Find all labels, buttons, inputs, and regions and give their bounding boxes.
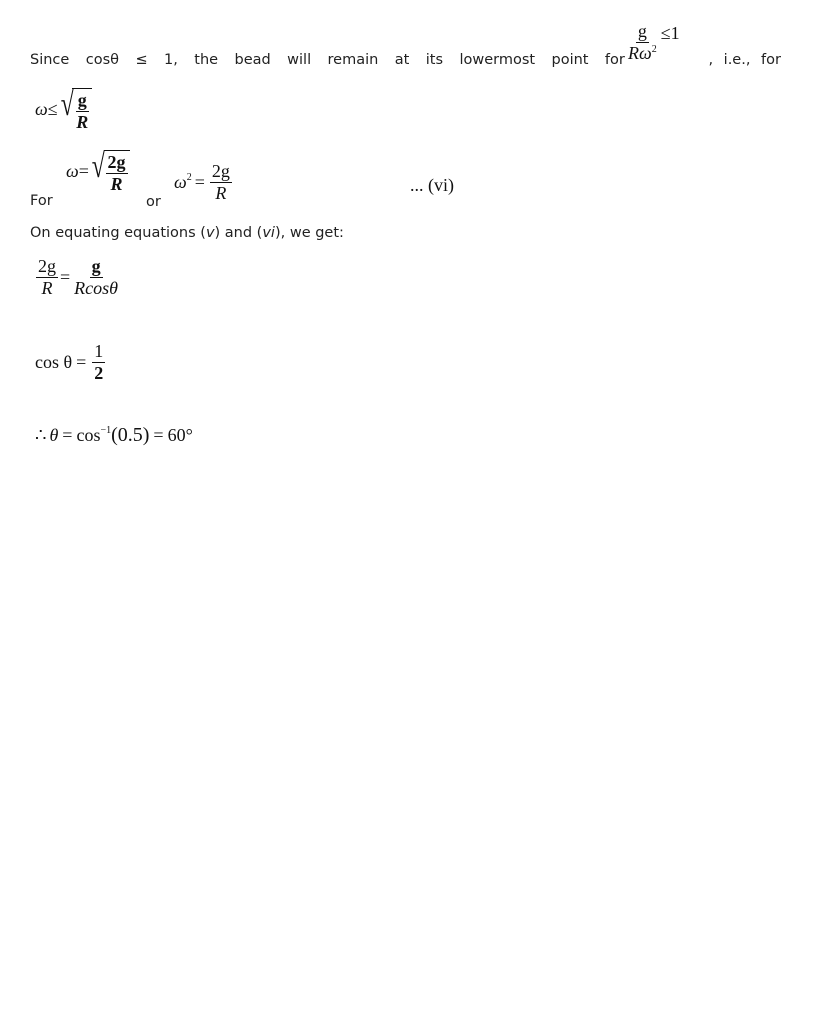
- paragraph-1: [30, 52, 625, 68]
- paragraph-2: [30, 225, 344, 241]
- word: ≤: [135, 52, 148, 68]
- word: at: [394, 52, 410, 68]
- numerator: 1: [94, 341, 104, 361]
- or-label: or: [146, 194, 161, 210]
- denominator: R: [76, 111, 89, 132]
- word: 1,: [164, 52, 178, 68]
- word: its: [425, 52, 444, 68]
- equation-omega-a: [66, 150, 130, 194]
- denominator: R: [110, 173, 123, 194]
- theta: θ: [49, 425, 59, 445]
- denominator: Rcosθ: [74, 277, 118, 298]
- omega: ω: [66, 161, 79, 182]
- numerator: 2g: [38, 256, 56, 276]
- relation: ≤1: [660, 22, 680, 43]
- word: Since: [30, 52, 70, 68]
- word: will: [287, 52, 312, 68]
- exponent: 2: [651, 43, 657, 55]
- text: ) and (: [214, 225, 263, 241]
- equation-condition: [624, 22, 680, 63]
- relation: =: [76, 351, 87, 372]
- text: ), we get:: [274, 225, 344, 241]
- numerator: g: [77, 90, 87, 110]
- numerator: g: [637, 21, 647, 41]
- word: for: [604, 52, 625, 68]
- den-r: R: [628, 42, 639, 63]
- relation: =: [78, 161, 89, 182]
- equation-result: [35, 424, 193, 447]
- relation: ≤: [47, 99, 58, 120]
- equation-omega-limit: [35, 88, 92, 132]
- ref-v: v: [205, 225, 215, 241]
- equation-omega-b: [174, 162, 234, 203]
- ref-vi: vi: [262, 225, 275, 241]
- value: 60°: [167, 425, 193, 445]
- numerator: 2g: [107, 152, 126, 172]
- denominator: R: [215, 182, 227, 203]
- exponent: −1: [100, 425, 112, 436]
- relation: =: [62, 425, 73, 445]
- denominator: R: [41, 277, 53, 298]
- equation-equate: [34, 257, 122, 298]
- sqrt: √ $\frac{2g}{R}$: [89, 150, 130, 194]
- omega: ω: [174, 171, 187, 192]
- word: the: [194, 52, 219, 68]
- lhs: cos θ: [35, 351, 73, 372]
- relation: =: [60, 266, 71, 287]
- text: On equating equations (: [30, 225, 206, 241]
- exponent: 2: [186, 171, 192, 183]
- numerator: g: [91, 256, 101, 276]
- argument: (0.5): [111, 424, 150, 446]
- word: lowermost: [459, 52, 536, 68]
- word: point: [551, 52, 589, 68]
- omega: ω: [35, 99, 48, 120]
- for-label: For: [30, 193, 53, 209]
- relation: =: [153, 425, 164, 445]
- word: bead: [234, 52, 271, 68]
- equation-cos: [35, 342, 107, 383]
- sqrt: √ $\frac{g}{R}$: [58, 88, 93, 132]
- numerator: 2g: [211, 161, 230, 181]
- denominator: 2: [94, 362, 104, 383]
- relation: =: [194, 171, 205, 192]
- den-omega: ω: [639, 42, 652, 63]
- word: cosθ: [85, 52, 120, 68]
- paragraph-1-suffix: , i.e., for: [708, 52, 781, 68]
- therefore-symbol: ∴: [35, 425, 47, 445]
- equation-tag: ... (vi): [410, 175, 454, 195]
- cos: cos: [76, 425, 101, 445]
- word: remain: [327, 52, 379, 68]
